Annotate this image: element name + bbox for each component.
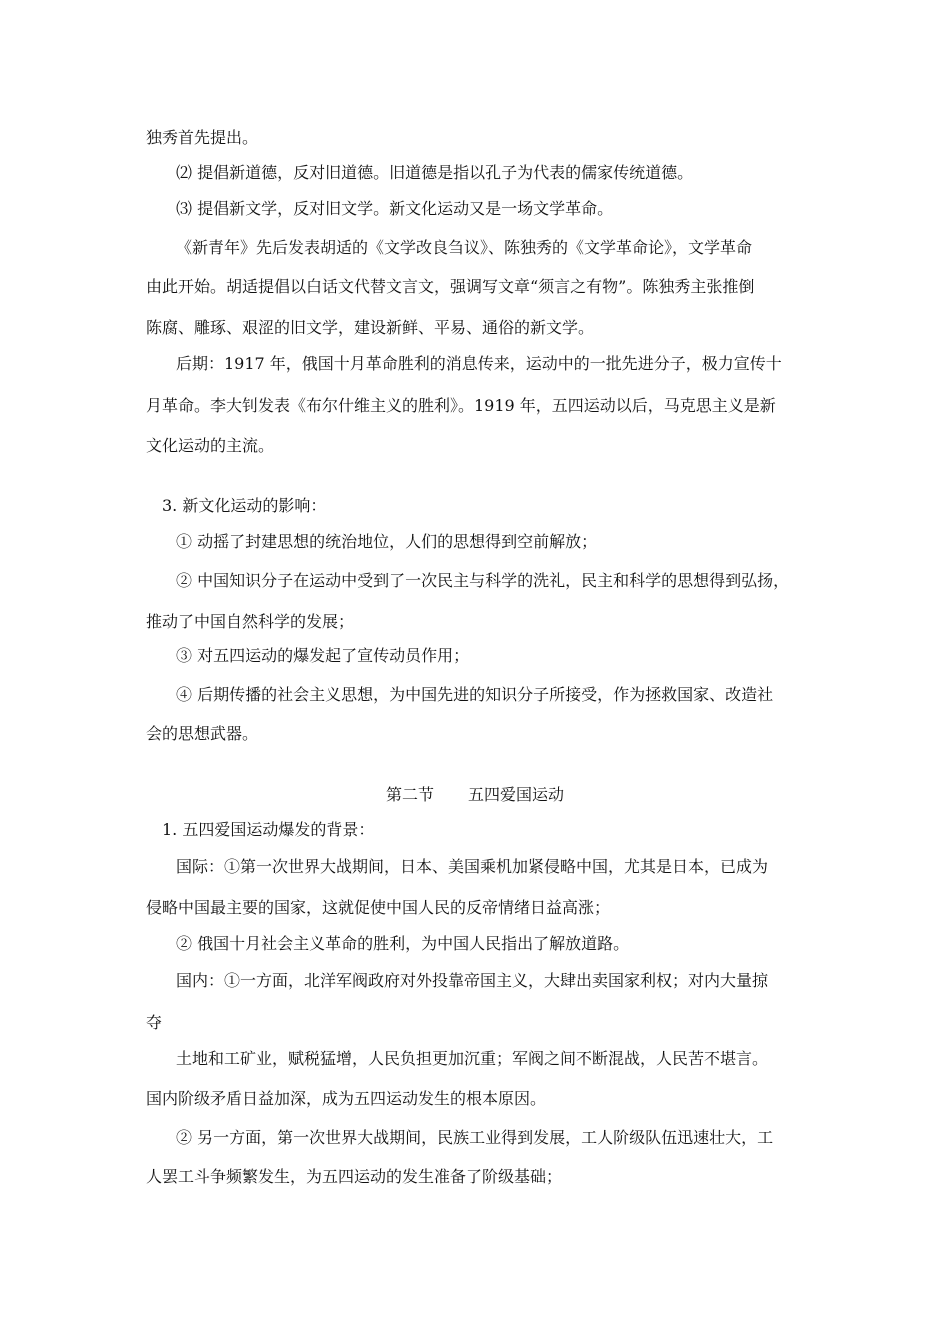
chapter-title bbox=[0, 785, 950, 805]
section-heading: 3. 新文化运动的影响： bbox=[162, 496, 327, 515]
list-item: ① 动摇了封建思想的统治地位，人们的思想得到空前解放； bbox=[176, 532, 598, 551]
list-item-continuation: 推动了中国自然科学的发展； bbox=[146, 612, 355, 631]
paragraph-line: 文化运动的主流。 bbox=[146, 436, 275, 455]
paragraph-line: 国内阶级矛盾日益加深，成为五四运动发生的根本原因。 bbox=[146, 1089, 547, 1108]
paragraph-line: 后期：1917 年，俄国十月革命胜利的消息传来，运动中的一批先进分子，极力宣传十 bbox=[176, 354, 782, 373]
paragraph-line: 月革命。李大钊发表《布尔什维主义的胜利》。1919 年，五四运动以后，马克思主义是新 bbox=[146, 396, 776, 415]
paragraph-line: 土地和工矿业，赋税猛增，人民负担更加沉重；军阀之间不断混战，人民苦不堪言。 bbox=[176, 1049, 769, 1068]
paragraph-line: 陈腐、雕琢、艰涩的旧文学，建设新鲜、平易、通俗的新文学。 bbox=[146, 318, 595, 337]
paragraph-line: ② 另一方面，第一次世界大战期间，民族工业得到发展，工人阶级队伍迅速壮大，工 bbox=[176, 1128, 774, 1147]
paragraph-line: 《新青年》先后发表胡适的《文学改良刍议》、陈独秀的《文学革命论》，文学革命 bbox=[176, 238, 753, 257]
paragraph-line: 夺 bbox=[146, 1013, 163, 1032]
paragraph-line: 国内：①一方面，北洋军阀政府对外投靠帝国主义，大肆出卖国家利权；对内大量掠 bbox=[176, 971, 769, 990]
paragraph-line: 侵略中国最主要的国家，这就促使中国人民的反帝情绪日益高涨； bbox=[146, 898, 611, 917]
paragraph-line: ⑵ 提倡新道德，反对旧道德。旧道德是指以孔子为代表的儒家传统道德。 bbox=[176, 163, 694, 182]
paragraph-line: 国际：①第一次世界大战期间，日本、美国乘机加紧侵略中国，尤其是日本，已成为 bbox=[176, 857, 769, 876]
paragraph-line: ⑶ 提倡新文学，反对旧文学。新文化运动又是一场文学革命。 bbox=[176, 199, 614, 218]
paragraph-line: 人罢工斗争频繁发生，为五四运动的发生准备了阶级基础； bbox=[146, 1167, 563, 1186]
paragraph-line: 独秀首先提出。 bbox=[146, 128, 259, 147]
list-item-continuation: 会的思想武器。 bbox=[146, 724, 259, 743]
section-heading: 1. 五四爱国运动爆发的背景： bbox=[162, 820, 375, 839]
list-item: ④ 后期传播的社会主义思想，为中国先进的知识分子所接受，作为拯救国家、改造社 bbox=[176, 685, 774, 704]
list-item: ③ 对五四运动的爆发起了宣传动员作用； bbox=[176, 646, 470, 665]
paragraph-line: 由此开始。胡适提倡以白话文代替文言文，强调写文章“须言之有物”。陈独秀主张推倒 bbox=[146, 277, 755, 296]
list-item: ② 中国知识分子在运动中受到了一次民主与科学的洗礼，民主和科学的思想得到弘扬， bbox=[176, 571, 790, 590]
chapter-name: 五四爱国运动 bbox=[468, 785, 565, 804]
chapter-number: 第二节 bbox=[385, 785, 434, 804]
paragraph-line: ② 俄国十月社会主义革命的胜利，为中国人民指出了解放道路。 bbox=[176, 934, 630, 953]
